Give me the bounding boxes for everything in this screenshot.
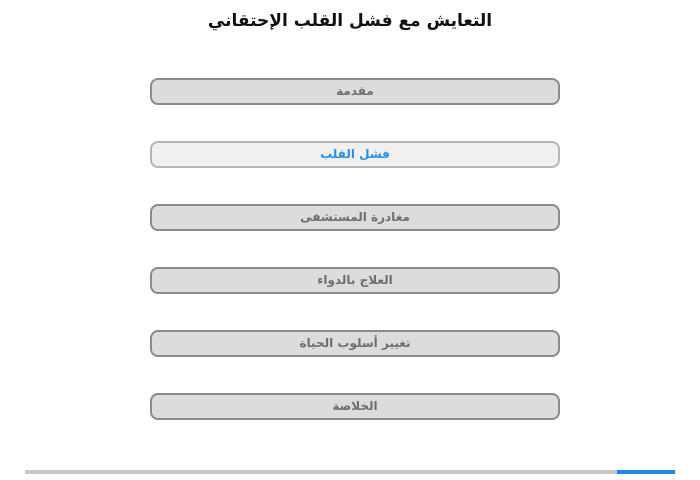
menu-item-leaving-hospital[interactable]: مغادرة المستشفى bbox=[150, 204, 560, 231]
menu-item-lifestyle-change[interactable]: تغيير أسلوب الحياة bbox=[150, 330, 560, 357]
menu-item-medication[interactable]: العلاج بالدواء bbox=[150, 267, 560, 294]
progress-bar bbox=[25, 470, 675, 474]
menu-item-summary[interactable]: الخلاصة bbox=[150, 393, 560, 420]
progress-bar-fill bbox=[617, 470, 676, 474]
menu-item-heart-failure[interactable]: فشل القلب bbox=[150, 141, 560, 168]
page-title: التعايش مع فشل القلب الإحتقاني bbox=[207, 11, 493, 31]
menu-item-introduction[interactable]: مقدمة bbox=[150, 78, 560, 105]
chapter-menu bbox=[150, 78, 560, 456]
